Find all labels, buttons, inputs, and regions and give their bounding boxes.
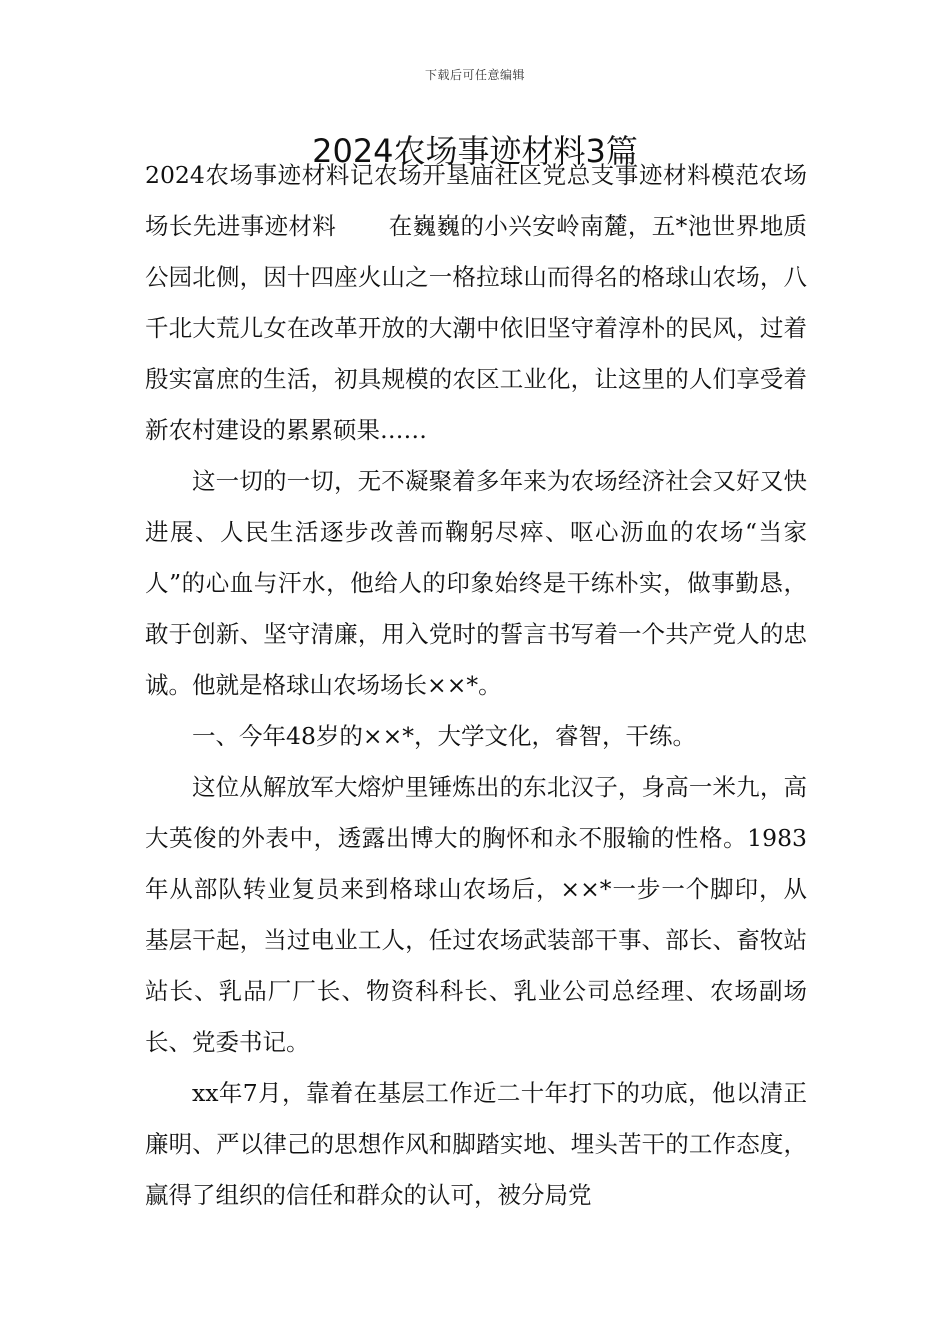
header-note: 下载后可任意编辑 [424, 68, 525, 82]
document-body [145, 150, 807, 1221]
body-paragraph: 这一切的一切，无不凝聚着多年来为农场经济社会又好又快进展、人民生活逐步改善而鞠躬尽瘁、呕心沥血的农场“当家人”的心血与汗水，他给人的印象始终是干练朴实，做事勤恳，敢于创新、坚守清廉，用入党时的誓言书写着一个共产党人的忠诚。他就是格球山农场场长××*。 [145, 467, 807, 699]
document-title: 2024农场事迹材料3篇 [312, 132, 638, 170]
section-heading: 一、今年48岁的××*，大学文化，睿智，干练。 [192, 722, 697, 750]
intro-heading-text: 2024农场事迹材料记农场开垦庙社区党总支事迹材料模范农场场长先进事迹材料 [145, 161, 807, 240]
intro-paragraph [145, 150, 807, 456]
intro-body-text: 在巍巍的小兴安岭南麓，五*池世界地质公园北侧，因十四座火山之一格拉球山而得名的格球山农场，八千北大荒儿女在改革开放的大潮中依旧坚守着淳朴的民风，过着殷实富庶的生活，初具规模的农区工业化，让这里的人们享受着新农村建设的累累硕果…… [145, 212, 808, 444]
body-paragraph: 这位从解放军大熔炉里锤炼出的东北汉子，身高一米九，高大英俊的外表中，透露出博大的胸怀和永不服输的性格。1983年从部队转业复员来到格球山农场后，××*一步一个脚印，从基层干起，当过电业工人，任过农场武装部干事、部长、畜牧站站长、乳品厂厂长、物资科科长、乳业公司总经理、农场副场长、党委书记。 [145, 773, 807, 1056]
body-paragraph: xx年7月，靠着在基层工作近二十年打下的功底，他以清正廉明、严以律己的思想作风和脚踏实地、埋头苦干的工作态度，赢得了组织的信任和群众的认可，被分局党 [145, 1079, 807, 1209]
